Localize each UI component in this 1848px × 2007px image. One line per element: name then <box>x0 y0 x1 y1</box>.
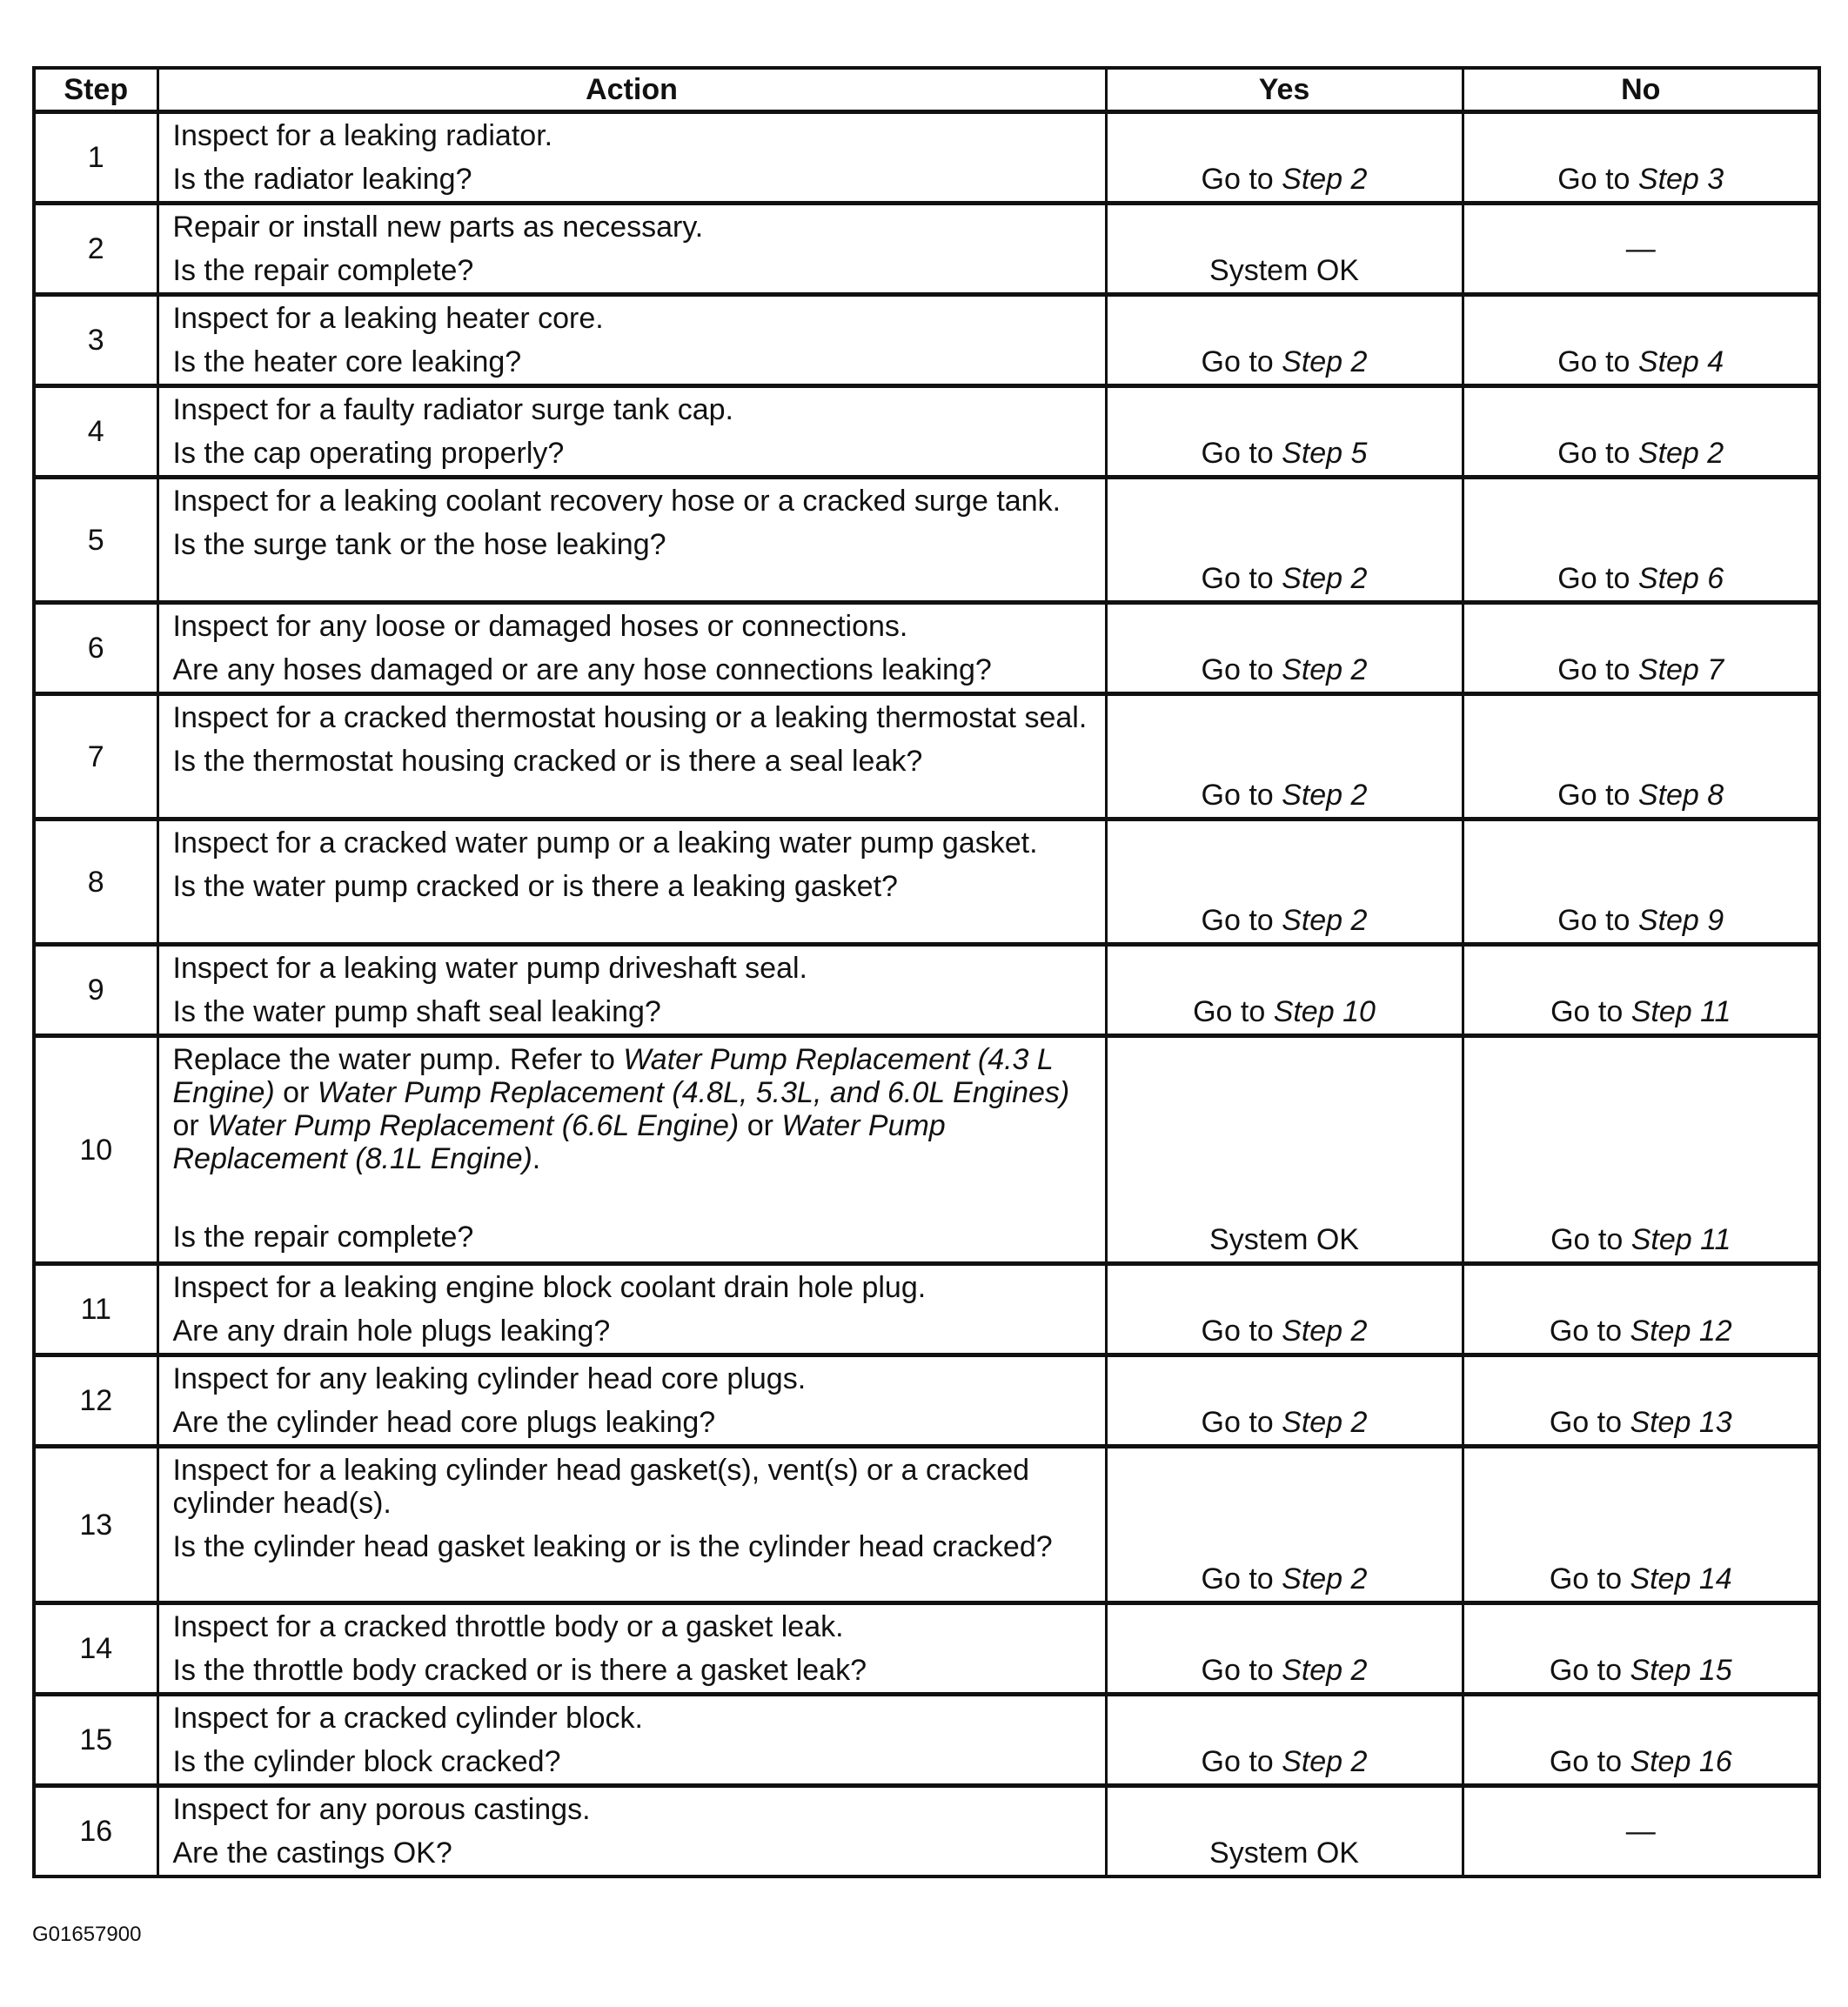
step-number: 16 <box>34 1786 157 1877</box>
yes-prefix: Go to <box>1201 345 1282 378</box>
action-question-text: Is the water pump shaft seal leaking? <box>172 995 661 1028</box>
no-step-ref: Step 8 <box>1637 779 1724 812</box>
header-yes: Yes <box>1106 68 1463 112</box>
diagnostic-table <box>32 66 1821 1878</box>
no-cell <box>1463 295 1819 386</box>
no-step-ref: Step 16 <box>1630 1745 1732 1778</box>
step-number: 4 <box>34 386 157 478</box>
action-replace-text <box>173 1043 1091 1175</box>
no-step-ref: Step 14 <box>1630 1562 1732 1596</box>
no-step-ref: Step 3 <box>1637 163 1724 196</box>
table-row <box>34 1603 1819 1695</box>
action-cell <box>157 603 1106 694</box>
or-text: or <box>172 1109 208 1142</box>
action-question-text: Is the cylinder head gasket leaking or is the cylinder head cracked? <box>172 1530 1053 1563</box>
action-cell <box>157 478 1106 603</box>
step-number: 2 <box>34 204 157 295</box>
action-cell <box>157 386 1106 478</box>
action-inspect-text: Inspect for a leaking cylinder head gasket(s), vent(s) or a cracked cylinder head(s). <box>172 1454 1030 1520</box>
no-step-ref: Step 2 <box>1637 437 1724 470</box>
yes-text: System OK <box>1209 1836 1359 1870</box>
no-cell <box>1463 820 1819 945</box>
no-cell <box>1463 1264 1819 1355</box>
yes-cell <box>1106 694 1463 820</box>
yes-prefix: Go to <box>1201 1406 1282 1439</box>
no-step-ref: Step 6 <box>1637 562 1724 595</box>
action-question-text: Is the surge tank or the hose leaking? <box>172 528 666 561</box>
action-inspect-text: Inspect for a leaking engine block coolant drain hole plug. <box>172 1271 927 1304</box>
replace-intro: Replace the water pump. Refer to <box>172 1043 624 1076</box>
no-cell <box>1463 1603 1819 1695</box>
action-question-text: Is the cylinder block cracked? <box>172 1745 561 1778</box>
action-inspect-text: Inspect for a leaking coolant recovery hose or a cracked surge tank. <box>172 485 1061 518</box>
yes-step-ref: Step 2 <box>1282 1654 1368 1687</box>
yes-prefix: Go to <box>1201 653 1282 686</box>
yes-step-ref: Step 2 <box>1282 345 1368 378</box>
yes-step-ref: Step 5 <box>1282 437 1368 470</box>
no-cell <box>1463 386 1819 478</box>
procedure-reference-link[interactable]: Water Pump Replacement (4.3 L Engine) <box>172 1043 1054 1109</box>
no-cell <box>1463 1036 1819 1264</box>
yes-step-ref: Step 2 <box>1282 904 1368 937</box>
table-row <box>34 1036 1819 1264</box>
yes-prefix: Go to <box>1201 1315 1282 1348</box>
yes-prefix: Go to <box>1193 995 1274 1028</box>
table-row <box>34 1264 1819 1355</box>
yes-prefix: Go to <box>1201 562 1282 595</box>
action-inspect-text: Inspect for a leaking radiator. <box>172 119 553 152</box>
procedure-reference-link[interactable]: Water Pump Replacement (4.8L, 5.3L, and 6.0L Engines) <box>317 1076 1070 1109</box>
or-text: or <box>739 1109 782 1142</box>
yes-cell <box>1106 1036 1463 1264</box>
no-cell <box>1463 1786 1819 1877</box>
yes-prefix: Go to <box>1201 1745 1282 1778</box>
procedure-reference-link[interactable]: Water Pump Replacement (8.1L Engine) <box>172 1109 946 1175</box>
step-number: 9 <box>34 945 157 1036</box>
period-text: . <box>532 1142 541 1175</box>
action-cell <box>157 204 1106 295</box>
table-row <box>34 820 1819 945</box>
table-row <box>34 945 1819 1036</box>
action-cell <box>157 1355 1106 1447</box>
no-cell <box>1463 478 1819 603</box>
yes-text: System OK <box>1209 1223 1359 1256</box>
action-inspect-text: Inspect for a cracked thermostat housing or a leaking thermostat seal. <box>172 701 1088 734</box>
no-prefix: Go to <box>1549 1745 1630 1778</box>
action-inspect-text: Inspect for any leaking cylinder head core plugs. <box>172 1362 807 1395</box>
no-dash: — <box>1625 1815 1656 1848</box>
table-row <box>34 1447 1819 1603</box>
table-row <box>34 204 1819 295</box>
action-question-text: Is the radiator leaking? <box>172 163 472 196</box>
no-cell <box>1463 694 1819 820</box>
no-step-ref: Step 11 <box>1630 1223 1731 1256</box>
no-prefix: Go to <box>1557 779 1638 812</box>
no-step-ref: Step 9 <box>1637 904 1724 937</box>
no-prefix: Go to <box>1550 995 1631 1028</box>
yes-cell <box>1106 1603 1463 1695</box>
no-step-ref: Step 4 <box>1637 345 1724 378</box>
yes-step-ref: Step 2 <box>1282 1315 1368 1348</box>
action-cell <box>157 694 1106 820</box>
yes-prefix: Go to <box>1201 1562 1282 1596</box>
action-cell <box>157 1786 1106 1877</box>
step-number: 10 <box>34 1036 157 1264</box>
action-question-text: Is the cap operating properly? <box>172 437 565 470</box>
step-number: 5 <box>34 478 157 603</box>
header-no: No <box>1463 68 1819 112</box>
table-body <box>34 112 1819 1877</box>
action-question-text: Are the cylinder head core plugs leaking? <box>172 1406 716 1439</box>
table-row <box>34 603 1819 694</box>
no-prefix: Go to <box>1557 904 1638 937</box>
no-step-ref: Step 7 <box>1637 653 1724 686</box>
no-cell <box>1463 1695 1819 1786</box>
step-number: 3 <box>34 295 157 386</box>
action-question-text: Is the repair complete? <box>172 254 474 287</box>
no-prefix: Go to <box>1549 1406 1630 1439</box>
no-prefix: Go to <box>1557 562 1638 595</box>
action-question-text: Is the water pump cracked or is there a leaking gasket? <box>172 870 898 903</box>
yes-cell <box>1106 603 1463 694</box>
yes-cell <box>1106 1264 1463 1355</box>
action-cell <box>157 820 1106 945</box>
yes-step-ref: Step 10 <box>1273 995 1376 1028</box>
yes-cell <box>1106 386 1463 478</box>
figure-code: G01657900 <box>32 1923 142 1946</box>
action-cell <box>157 945 1106 1036</box>
action-question-text: Are any hoses damaged or are any hose connections leaking? <box>172 653 992 686</box>
action-cell <box>157 112 1106 204</box>
action-inspect-text: Inspect for a cracked throttle body or a gasket leak. <box>172 1610 844 1643</box>
yes-cell <box>1106 1447 1463 1603</box>
no-prefix: Go to <box>1549 1654 1630 1687</box>
step-number: 12 <box>34 1355 157 1447</box>
no-step-ref: Step 15 <box>1630 1654 1732 1687</box>
yes-step-ref: Step 2 <box>1282 562 1368 595</box>
yes-prefix: Go to <box>1201 437 1282 470</box>
table-row <box>34 694 1819 820</box>
step-number: 13 <box>34 1447 157 1603</box>
action-question-text: Is the thermostat housing cracked or is there a seal leak? <box>172 745 923 778</box>
action-question-text: Are the castings OK? <box>172 1836 452 1870</box>
action-question-text: Are any drain hole plugs leaking? <box>172 1315 611 1348</box>
no-cell <box>1463 1447 1819 1603</box>
no-cell <box>1463 1355 1819 1447</box>
no-cell <box>1463 204 1819 295</box>
no-step-ref: Step 11 <box>1630 995 1731 1028</box>
action-question-text: Is the throttle body cracked or is there a gasket leak? <box>172 1654 867 1687</box>
action-inspect-text: Inspect for a cracked water pump or a leaking water pump gasket. <box>172 826 1038 860</box>
procedure-reference-link[interactable]: Water Pump Replacement (6.6L Engine) <box>207 1109 740 1142</box>
no-prefix: Go to <box>1557 437 1638 470</box>
header-action: Action <box>157 68 1106 112</box>
no-prefix: Go to <box>1550 1223 1631 1256</box>
step-number: 14 <box>34 1603 157 1695</box>
step-number: 15 <box>34 1695 157 1786</box>
action-cell <box>157 1036 1106 1264</box>
yes-cell <box>1106 945 1463 1036</box>
no-cell <box>1463 603 1819 694</box>
table-row <box>34 1355 1819 1447</box>
or-text: or <box>274 1076 318 1109</box>
action-inspect-text: Repair or install new parts as necessary. <box>172 211 704 244</box>
action-inspect-text: Inspect for a leaking water pump driveshaft seal. <box>172 952 807 985</box>
no-prefix: Go to <box>1557 345 1638 378</box>
action-question-text: Is the heater core leaking? <box>172 345 522 378</box>
action-cell <box>157 1695 1106 1786</box>
yes-step-ref: Step 2 <box>1282 1745 1368 1778</box>
yes-step-ref: Step 2 <box>1282 1562 1368 1596</box>
step-number: 8 <box>34 820 157 945</box>
no-prefix: Go to <box>1549 1315 1630 1348</box>
table-row <box>34 478 1819 603</box>
no-cell <box>1463 112 1819 204</box>
yes-cell <box>1106 820 1463 945</box>
table-row <box>34 1786 1819 1877</box>
yes-cell <box>1106 1695 1463 1786</box>
no-dash: — <box>1625 232 1656 265</box>
yes-cell <box>1106 112 1463 204</box>
action-cell <box>157 1603 1106 1695</box>
step-number: 7 <box>34 694 157 820</box>
yes-step-ref: Step 2 <box>1282 653 1368 686</box>
action-inspect-text: Inspect for a cracked cylinder block. <box>172 1702 643 1735</box>
no-prefix: Go to <box>1557 653 1638 686</box>
yes-cell <box>1106 1786 1463 1877</box>
action-inspect-text: Inspect for any porous castings. <box>172 1793 591 1826</box>
action-inspect-text: Inspect for a leaking heater core. <box>172 302 604 335</box>
no-step-ref: Step 13 <box>1630 1406 1732 1439</box>
table-row <box>34 1695 1819 1786</box>
yes-text: System OK <box>1209 254 1359 287</box>
action-cell <box>157 1264 1106 1355</box>
yes-prefix: Go to <box>1201 163 1282 196</box>
table-row <box>34 112 1819 204</box>
yes-prefix: Go to <box>1201 904 1282 937</box>
action-inspect-text: Inspect for any loose or damaged hoses or connections. <box>172 610 908 643</box>
action-cell <box>157 1447 1106 1603</box>
action-inspect-text: Inspect for a faulty radiator surge tank cap. <box>172 393 733 426</box>
yes-step-ref: Step 2 <box>1282 1406 1368 1439</box>
yes-cell <box>1106 295 1463 386</box>
step-number: 1 <box>34 112 157 204</box>
step-number: 11 <box>34 1264 157 1355</box>
step-number: 6 <box>34 603 157 694</box>
yes-step-ref: Step 2 <box>1282 163 1368 196</box>
yes-cell <box>1106 478 1463 603</box>
table-row <box>34 295 1819 386</box>
no-prefix: Go to <box>1557 163 1638 196</box>
action-question-text: Is the repair complete? <box>172 1221 474 1254</box>
yes-cell <box>1106 1355 1463 1447</box>
no-cell <box>1463 945 1819 1036</box>
yes-prefix: Go to <box>1201 779 1282 812</box>
action-cell <box>157 295 1106 386</box>
table-header <box>34 68 1819 112</box>
no-prefix: Go to <box>1549 1562 1630 1596</box>
yes-step-ref: Step 2 <box>1282 779 1368 812</box>
table-row <box>34 386 1819 478</box>
yes-cell <box>1106 204 1463 295</box>
yes-prefix: Go to <box>1201 1654 1282 1687</box>
header-row <box>34 68 1819 112</box>
no-step-ref: Step 12 <box>1630 1315 1732 1348</box>
header-step: Step <box>34 68 157 112</box>
